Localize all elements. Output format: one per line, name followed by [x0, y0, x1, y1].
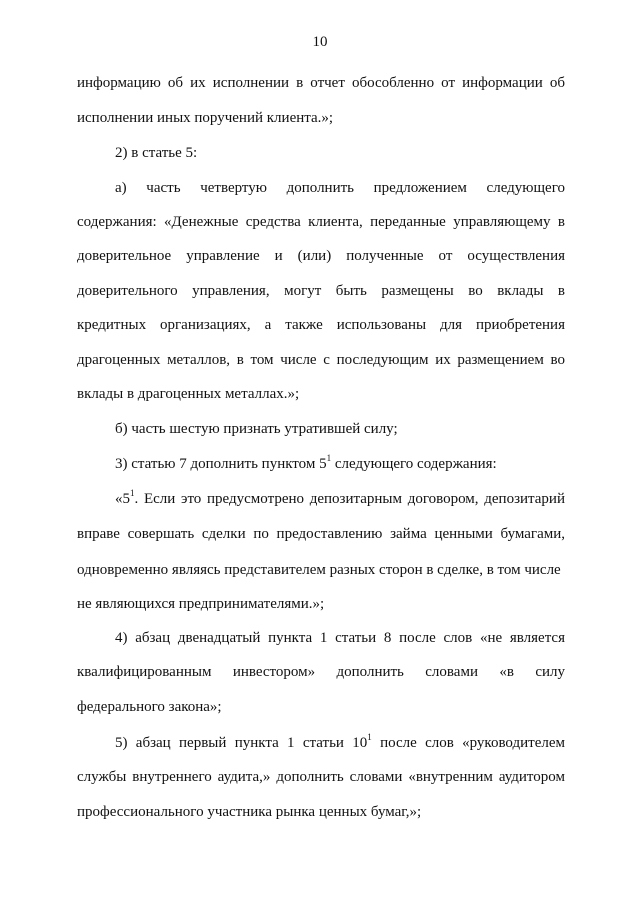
text-line: б) часть шестую признать утратившей силу;: [115, 421, 398, 437]
text-line: одновременно являясь представителем разных сторон в сделке, в том числе: [77, 562, 561, 578]
text-line: не являющихся предпринимателями.»;: [77, 596, 325, 612]
text-line: вклады в драгоценных металлах.»;: [77, 386, 300, 402]
text-line: кредитных организациях, а также использованы для приобретения: [77, 317, 565, 333]
text-line: 5) абзац первый пункта 1 статьи $10^1$ после слов «руководителем: [115, 732, 566, 751]
text-line: профессионального участника рынка ценных бумаг,»;: [77, 804, 422, 820]
text-line: квалифицированным инвестором» дополнить словами «в силу: [77, 664, 565, 680]
text-line: федерального закона»;: [77, 699, 222, 715]
text-line: службы внутреннего аудита,» дополнить словами «внутренним аудитором: [77, 769, 565, 785]
text-line: исполнении иных поручений клиента.»;: [77, 110, 334, 126]
text-line: информацию об их исполнении в отчет обособленно от информации об: [77, 75, 565, 91]
text-line: 3) статью 7 дополнить пунктом $5^1$ следующего содержания:: [115, 453, 497, 472]
text-line: 4) абзац двенадцатый пункта 1 статьи 8 после слов «не является: [115, 630, 565, 646]
text-line: доверительного управления, могут быть размещены во вклады в: [77, 283, 565, 299]
text-line: «$5^1$. Если это предусмотрено депозитарным договором, депозитарий: [115, 488, 565, 507]
list-item-heading: 2) в статье 5:: [115, 145, 198, 161]
text-line: содержания: «Денежные средства клиента, переданные управляющему в: [77, 214, 565, 230]
text-line: вправе совершать сделки по предоставлению займа ценными бумагами,: [77, 526, 565, 542]
text-line: драгоценных металлов, в том числе с последующим их размещением во: [77, 352, 565, 368]
text-line: а) часть четвертую дополнить предложением следующего: [115, 180, 565, 196]
text-line: доверительное управление и (или) полученные от осуществления: [77, 248, 565, 264]
page-number: 10: [312, 34, 328, 50]
